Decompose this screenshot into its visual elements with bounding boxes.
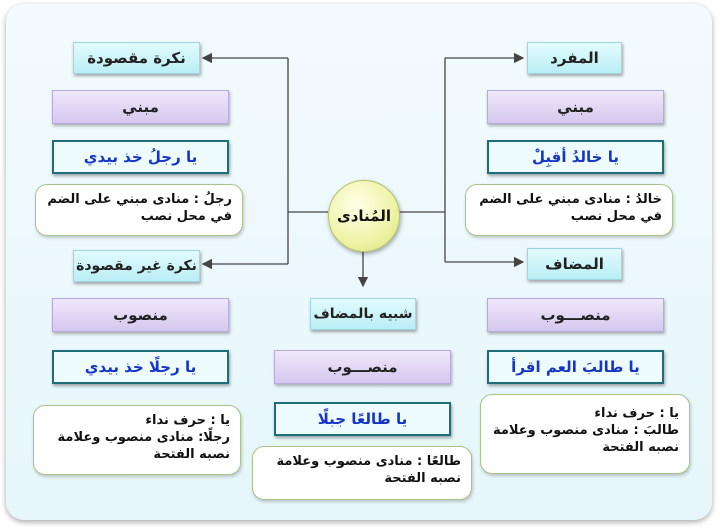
mufrad-example-box: يا خالدُ أقبِلْ: [487, 140, 664, 174]
nakira-ghayr-title-box: نكرة غير مقصودة: [73, 250, 200, 282]
mufrad-note-line: خالدُ : منادى مبني على الضم: [479, 192, 662, 207]
nakira-maqsuda-note-line: رجلُ : منادى مبني على الضم: [47, 192, 232, 207]
mufrad-note-line: في محل نصب: [570, 209, 662, 224]
nakira-maqsuda-title-box: نكرة مقصودة: [73, 42, 200, 74]
mudaf-note-line: يا : حرف نداء: [594, 406, 679, 421]
nakira-ghayr-note-line: رجلًا: منادى منصوب وعلامة: [57, 430, 230, 445]
nakira-ghayr-note: [33, 405, 241, 475]
shabih-example-box: يا طالعًا جبلًا: [274, 402, 451, 436]
shabih-status-box: منصـــوب: [274, 350, 451, 384]
mufrad-note: [465, 184, 673, 236]
nakira-maqsuda-note: [35, 184, 243, 236]
nakira-maqsuda-example-box: يا رجلُ خذ بيدي: [52, 140, 229, 174]
shabih-note-line: طالعًا : منادى منصوب وعلامة: [276, 454, 461, 469]
shabih-title-box: شبيه بالمضاف: [310, 298, 416, 330]
mudaf-note-line: طالبَ : منادى منصوب وعلامة: [492, 423, 679, 438]
nakira-ghayr-status-box: منصوب: [52, 298, 229, 332]
mufrad-status-box: مبني: [487, 90, 664, 124]
nakira-maqsuda-note-line: في محل نصب: [140, 209, 232, 224]
nakira-maqsuda-status-box: مبني: [52, 90, 229, 124]
mudaf-status-box: منصـــوب: [487, 298, 664, 332]
mudaf-example-box: يا طالبَ العم اقرأ: [487, 350, 664, 384]
nakira-ghayr-note-line: يا : حرف نداء: [145, 413, 230, 428]
shabih-note-line: نصبه الفتحة: [384, 471, 461, 486]
mudaf-note: [480, 394, 690, 474]
mufrad-title-box: المفرد: [527, 42, 622, 74]
mudaf-note-line: نصبه الفتحة: [602, 440, 679, 455]
mudaf-title-box: المضاف: [527, 248, 622, 280]
nakira-ghayr-note-line: نصبه الفتحة: [153, 447, 230, 462]
center-node: المُنادى: [328, 180, 400, 252]
shabih-note: [252, 446, 472, 500]
nakira-ghayr-example-box: يا رجلًا خذ بيدي: [52, 350, 229, 384]
